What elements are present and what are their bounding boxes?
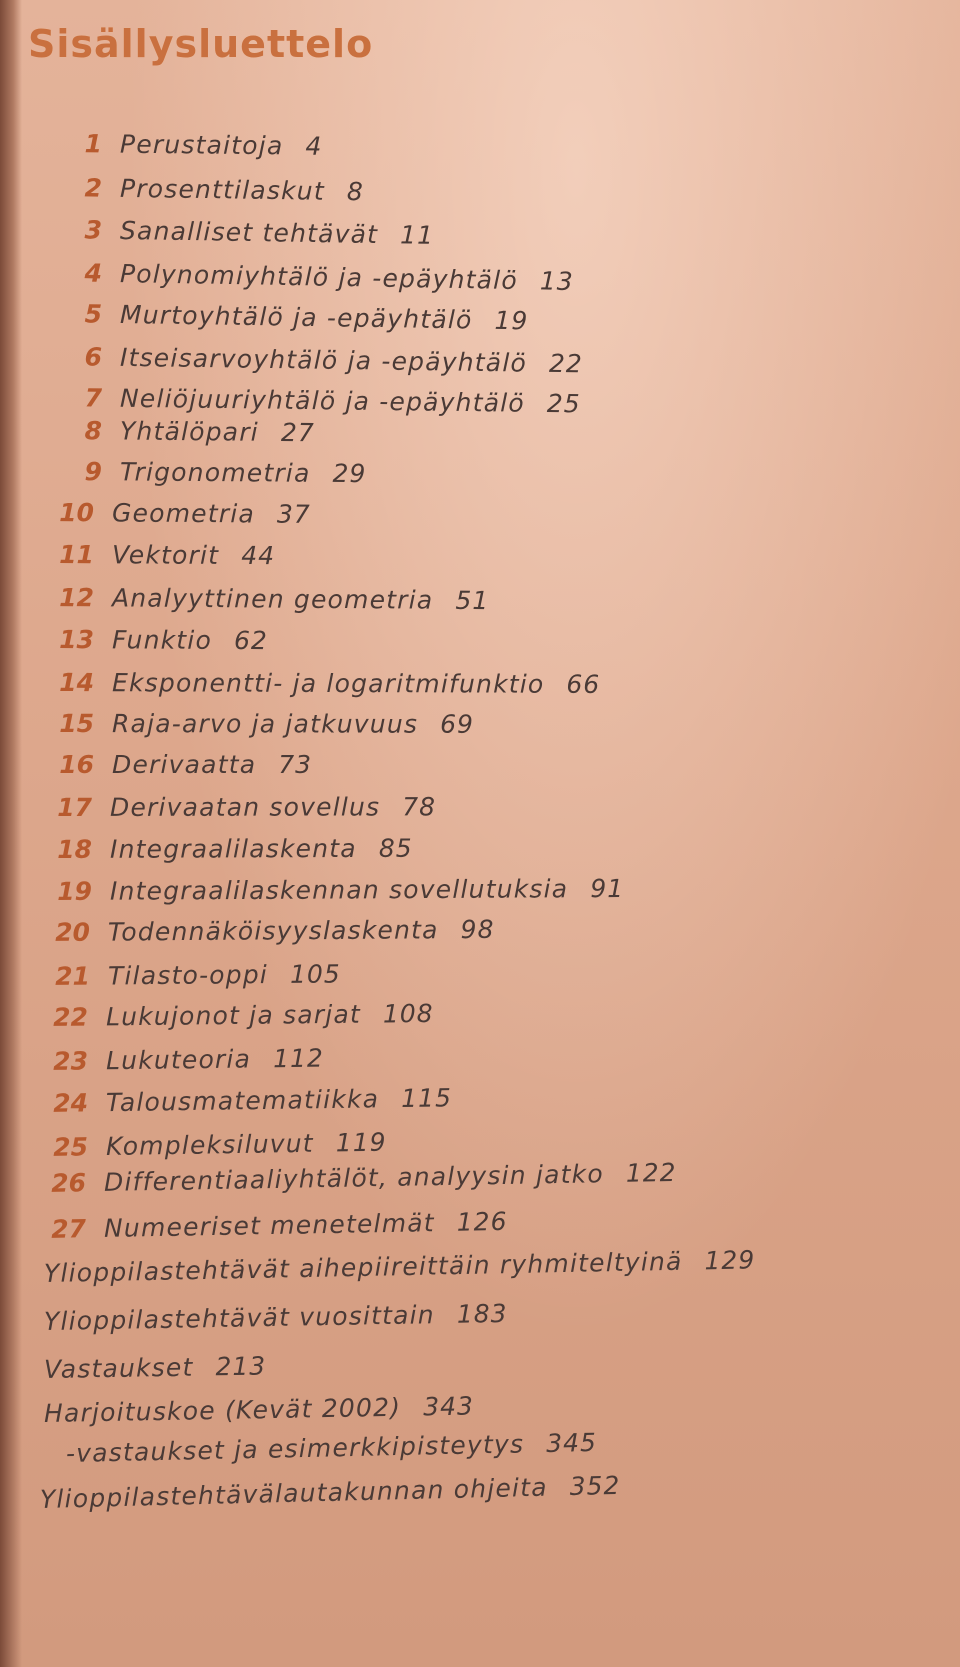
chapter-number: 26 <box>50 1168 87 1198</box>
page-number: 108 <box>382 998 434 1029</box>
chapter-number: 12 <box>59 583 95 613</box>
chapter-number: 14 <box>59 668 95 698</box>
chapter-title: Vastaukset <box>43 1352 194 1384</box>
chapter-number: 6 <box>84 342 103 372</box>
page-number: 91 <box>590 873 625 904</box>
chapter-title: Differentiaaliyhtälöt, analyysin jatko <box>103 1159 605 1197</box>
toc-entry <box>58 411 315 453</box>
chapter-title: Eksponentti- ja logaritmifunktio <box>111 668 545 699</box>
chapter-title: Integraalilaskennan sovellutuksia <box>109 874 569 906</box>
toc-entry <box>44 1039 324 1082</box>
page-number: 69 <box>440 709 474 739</box>
chapter-number: 8 <box>84 416 103 446</box>
chapter-title: Derivaatta <box>112 750 257 779</box>
chapter-title: Itseisarvoyhtälö ja -epäyhtälö <box>119 342 528 378</box>
chapter-title: Ylioppilastehtävät aihepiireittäin ryhmiteltyinä <box>43 1246 683 1288</box>
chapter-title: Tilasto-oppi <box>107 960 269 991</box>
page-number: 22 <box>548 348 583 379</box>
chapter-number: 19 <box>57 876 93 906</box>
page-number: 19 <box>494 305 529 336</box>
page-number: 73 <box>278 750 313 779</box>
chapter-title: Funktio <box>111 625 213 655</box>
chapter-title: Harjoituskoe (Kevät 2002) <box>43 1392 402 1428</box>
chapter-number: 10 <box>59 498 95 528</box>
chapter-number: 17 <box>57 792 93 822</box>
toc-entry <box>48 869 624 912</box>
chapter-number: 11 <box>59 540 95 570</box>
toc-entry <box>50 578 489 621</box>
chapter-number: 13 <box>59 625 95 655</box>
toc-entry <box>58 168 364 212</box>
page-number: 98 <box>460 914 495 945</box>
chapter-number: 25 <box>52 1132 89 1162</box>
chapter-number: 4 <box>84 258 103 288</box>
toc-entry <box>42 1202 508 1250</box>
page-number: 183 <box>456 1298 508 1329</box>
chapter-number: 23 <box>53 1046 89 1076</box>
page-number: 4 <box>305 131 323 161</box>
page-number: 37 <box>276 499 311 529</box>
chapter-title: Integraalilaskenta <box>109 833 357 864</box>
toc-entry <box>46 910 495 953</box>
page-number: 85 <box>378 833 413 863</box>
page-number: 112 <box>272 1043 324 1074</box>
chapter-title: Raja-arvo ja jatkuvuus <box>111 709 419 739</box>
chapter-title: Trigonometria <box>119 457 311 488</box>
toc-entry <box>44 994 434 1038</box>
chapter-title: Todennäköisyyslaskenta <box>107 915 439 947</box>
toc-entry <box>50 704 474 745</box>
chapter-number: 16 <box>59 750 94 779</box>
page-number: 122 <box>625 1157 677 1188</box>
page-number: 352 <box>569 1470 621 1502</box>
toc-entry <box>50 745 312 785</box>
chapter-number: 24 <box>52 1088 89 1118</box>
page-number: 51 <box>455 585 490 616</box>
toc-entry <box>58 210 435 256</box>
page-number: 213 <box>215 1351 267 1382</box>
toc-entry <box>48 787 436 828</box>
toc-entry <box>44 1347 267 1390</box>
chapter-title: Talousmatematiikka <box>105 1084 380 1118</box>
chapter-title: Murtoyhtälö ja -epäyhtälö <box>119 299 473 335</box>
chapter-number: 27 <box>50 1214 87 1244</box>
page-number: 66 <box>566 669 601 699</box>
toc-entry <box>50 535 275 576</box>
page-number: 119 <box>335 1127 387 1158</box>
chapter-title: Ylioppilastehtävälautakunnan ohjeita <box>39 1472 548 1514</box>
toc-entry <box>48 829 413 870</box>
toc-entry <box>44 1294 508 1342</box>
toc-entry <box>50 620 268 661</box>
chapter-number: 15 <box>59 709 95 739</box>
toc-entry <box>46 954 341 997</box>
chapter-title: Polynomiyhtälö ja -epäyhtälö <box>119 259 519 296</box>
chapter-title: Prosenttilaskut <box>119 173 326 206</box>
toc-entry <box>50 493 311 535</box>
chapter-number: 3 <box>84 215 103 245</box>
page-number: 345 <box>545 1427 598 1458</box>
page-title: Sisällysluettelo <box>28 22 374 66</box>
toc-entry <box>40 1466 621 1520</box>
page-number: 115 <box>400 1083 453 1114</box>
toc-entry <box>58 452 367 494</box>
toc-entry <box>44 1240 756 1294</box>
chapter-number: 20 <box>55 917 91 947</box>
chapter-title: Neliöjuuriyhtälö ja -epäyhtälö <box>119 383 526 418</box>
page-number: 126 <box>456 1206 508 1237</box>
page-number: 62 <box>233 625 268 656</box>
chapter-title: Yhtälöpari <box>119 416 260 447</box>
page-number: 129 <box>704 1245 756 1276</box>
chapter-title: Perustaitoja <box>119 129 284 161</box>
chapter-number: 21 <box>55 961 91 991</box>
page-number: 25 <box>546 388 581 419</box>
chapter-number: 2 <box>84 173 103 203</box>
toc-entry <box>50 663 600 705</box>
page-number: 105 <box>289 959 341 989</box>
chapter-number: 1 <box>84 129 103 159</box>
chapter-title: Derivaatan sovellus <box>109 792 381 822</box>
chapter-title: Sanalliset tehtävät <box>119 215 379 250</box>
page-number: 78 <box>402 792 437 822</box>
page-number: 11 <box>399 220 435 250</box>
chapter-number: 18 <box>57 834 93 864</box>
chapter-title: Ylioppilastehtävät vuosittain <box>43 1300 436 1336</box>
chapter-title: Lukujonot ja sarjat <box>105 999 362 1032</box>
page-number: 29 <box>332 458 367 489</box>
chapter-title: -vastaukset ja esimerkkipisteytys <box>65 1429 525 1468</box>
page-number: 8 <box>346 177 364 207</box>
chapter-title: Numeeriset menetelmät <box>103 1208 435 1243</box>
page-number: 27 <box>280 417 315 448</box>
toc-entry <box>44 1078 452 1124</box>
chapter-title: Vektorit <box>111 540 220 570</box>
chapter-title: Lukuteoria <box>105 1044 252 1076</box>
chapter-number: 5 <box>84 299 103 329</box>
chapter-number: 9 <box>84 457 103 487</box>
page-number: 343 <box>422 1391 475 1422</box>
chapter-title: Analyyttinen geometria <box>111 583 434 615</box>
toc-entry <box>58 124 323 167</box>
toc-entry <box>58 337 583 384</box>
page-number: 44 <box>241 541 276 571</box>
chapter-number: 22 <box>53 1002 89 1032</box>
toc-entry <box>58 294 529 341</box>
chapter-number: 7 <box>84 383 103 413</box>
chapter-title: Geometria <box>111 498 256 529</box>
page-number: 13 <box>539 266 574 296</box>
chapter-title: Kompleksiluvut <box>105 1128 315 1162</box>
